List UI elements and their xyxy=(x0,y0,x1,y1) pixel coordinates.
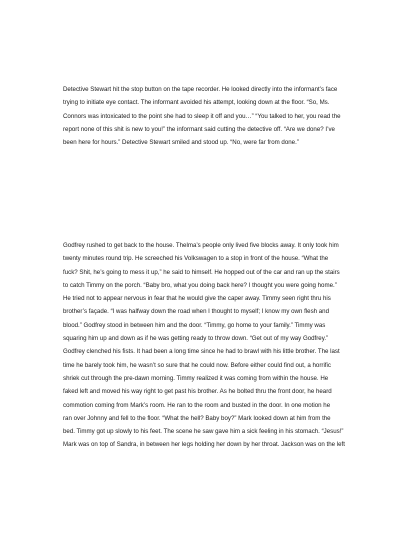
text-line: He tried not to appear nervous in fear that he would give the caper away. Timmy seen right thru his xyxy=(63,295,331,303)
text-line: blood.” Godfrey stood in between him and the door. “Timmy, go home to your family.” Timmy was xyxy=(63,321,326,329)
text-line: been here for hours.” Detective Stewart smiled and stood up. “No, were far from done.” xyxy=(63,139,299,147)
text-line: trying to initiate eye contact. The informant avoided his attempt, looking down at the floor. “So, Ms. xyxy=(63,99,330,107)
text-line: faked left and moved his way right to get past his brother. As he bolted thru the front door, he heard xyxy=(63,388,332,396)
text-line: Connors was intoxicated to the point she had to sleep it off and you…” “You talked to her, you read the xyxy=(63,112,341,120)
text-line: shriek cut through the pre-dawn morning. Timmy realized it was coming from within the house. He xyxy=(63,374,329,382)
paragraph-interrogation xyxy=(63,83,359,149)
text-line: Godfrey rushed to get back to the house. Thelma’s people only lived five blocks away. It only took him xyxy=(63,242,339,249)
text-line: to catch Timmy on the porch. “Baby bro, what you doing back here? I thought you were going home.” xyxy=(63,281,337,289)
paragraph-godfrey xyxy=(63,239,359,452)
text-line: squaring him up and down as if he was getting ready to throw down. “Get out of my way Godfrey.” xyxy=(63,335,329,343)
text-line: time he barely took him, he wasn’t so sure that he could now. Before either could find out, a horrific xyxy=(63,361,331,369)
text-line: fuck? Shit, he’s going to mess it up,” he said to himself. He hopped out of the car and ran up the stairs xyxy=(63,268,340,276)
text-line: commotion coming from Mark’s room. He ran to the room and busted in the door. In one motion he xyxy=(63,401,331,409)
text-line: twenty minutes round trip. He screeched his Volkswagen to a stop in front of the house. “What the xyxy=(63,255,329,263)
text-line: ran over Johnny and fell to the floor. “What the hell? Baby boy?” Mark looked down at him from the xyxy=(63,414,331,422)
text-line: bed. Timmy got up slowly to his feet. The scene he saw gave him a sick feeling in his stomach. “Jesus!” xyxy=(63,428,344,436)
text-line: Godfrey clenched his fists. It had been a long time since he had to brawl with his little brother. The last xyxy=(63,348,340,356)
text-line: Detective Stewart hit the stop button on the tape recorder. He looked directly into the informant’s face xyxy=(63,86,338,93)
text-line: report none of this shit is new to you!” the informant said cutting the detective off. “Are we done? I’ve xyxy=(63,125,335,133)
text-line: Mark was on top of Sandra, in between her legs holding her down by her throat. Jackson was on the left xyxy=(63,441,345,449)
text-line: brother’s façade. “I was halfway down the road when I thought to myself; I know my own flesh and xyxy=(63,308,330,316)
